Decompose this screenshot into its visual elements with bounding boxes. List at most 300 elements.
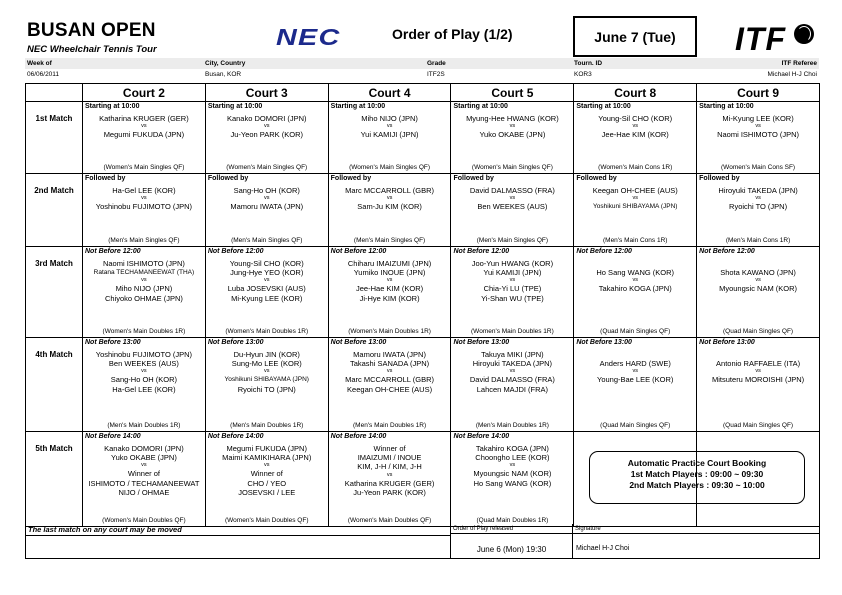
match-row — [26, 247, 820, 338]
player-name: Myoungsic NAM (KOR) — [719, 284, 798, 294]
player-name — [574, 294, 696, 303]
player-name: Mi-Kyung LEE (KOR) — [231, 293, 303, 303]
player-name — [574, 259, 696, 268]
vs-label: vs — [755, 277, 761, 284]
match-row — [26, 102, 820, 174]
player-name: JOSEVSKI / LEE — [238, 487, 296, 497]
player-name — [697, 294, 819, 303]
event-name: (Women's Main Doubles QF) — [102, 517, 186, 524]
match-time: Not Before 13:00 — [207, 339, 264, 346]
practice-line-1: 1st Match Players : 09:00 ~ 09:30 — [630, 469, 764, 479]
event-name: (Women's Main Doubles QF) — [225, 517, 309, 524]
footer-note: The last match on any court may be moved — [28, 525, 182, 534]
player-name: Shota KAWANO (JPN) — [720, 268, 796, 278]
player-name: Keegan OH-CHEE (AUS) — [592, 186, 678, 195]
event-name: (Women's Main Singles QF) — [349, 164, 431, 171]
match-cell — [83, 102, 206, 174]
player-name: Takuya MIKI (JPN) — [481, 350, 544, 359]
tournament-info — [25, 58, 819, 81]
match-cell — [205, 174, 328, 247]
match-cell-content — [697, 338, 819, 431]
player-name: Jung-Hye YEO (KOR) — [230, 268, 304, 278]
match-cell — [451, 174, 574, 247]
match-cell — [205, 338, 328, 432]
player-name: Winner of — [373, 444, 406, 453]
match-cell — [451, 338, 574, 432]
vs-label: vs — [263, 368, 270, 375]
vs-label: vs — [263, 195, 270, 202]
match-cell — [205, 432, 328, 527]
player-name: Jee-Hae KIM (KOR) — [356, 284, 424, 294]
player-name: Sang-Ho OH (KOR) — [233, 186, 300, 195]
player-name: KIM, J-H / KIM, J-H — [357, 462, 422, 472]
signature-cell — [573, 524, 820, 558]
match-cell — [574, 338, 697, 432]
itf-logo-text: ITF — [735, 21, 786, 57]
player-name: Myung-Hee HWANG (KOR) — [466, 114, 559, 123]
event-name: (Women's Main Cons SF) — [721, 164, 796, 171]
player-name: Hiroyuki TAKEDA (JPN) — [472, 359, 553, 369]
player-name — [697, 385, 819, 394]
date-box — [573, 16, 697, 57]
match-cell-content — [329, 247, 451, 337]
info-label-city: City, Country — [205, 59, 246, 67]
match-time — [574, 432, 696, 442]
match-cell — [451, 247, 574, 338]
match-cell — [83, 247, 206, 338]
match-cell-content — [83, 247, 205, 337]
itf-logo — [735, 20, 815, 60]
match-players — [697, 442, 819, 444]
match-time: Starting at 10:00 — [330, 103, 386, 110]
info-value-tourn-id: KOR3 — [574, 70, 592, 78]
court-header: Court 5 — [451, 84, 574, 102]
player-name: Yui KAMIJI (JPN) — [360, 130, 419, 140]
match-players — [697, 184, 819, 211]
match-players — [451, 442, 573, 488]
match-cell-content — [697, 102, 819, 173]
event-name: (Men's Main Singles QF) — [476, 237, 549, 244]
player-name: Ho Sang WANG (KOR) — [473, 478, 552, 488]
match-time: Followed by — [453, 175, 494, 182]
match-players — [206, 348, 328, 394]
vs-label: vs — [509, 368, 516, 375]
order-of-play-title: Order of Play (1/2) — [392, 26, 513, 42]
player-name — [697, 259, 819, 268]
sponsor-logo: NEC — [276, 24, 341, 50]
match-cell — [574, 174, 697, 247]
player-name: Ryoichi TO (JPN) — [729, 202, 788, 212]
corner-cell — [26, 84, 83, 102]
player-name: NIJO / OHMAE — [118, 487, 170, 497]
match-cell — [205, 102, 328, 174]
vs-label: vs — [386, 195, 393, 202]
vs-label: vs — [755, 195, 761, 202]
player-name: Marc MCCARROLL (GBR) — [345, 186, 435, 195]
player-name: Takahiro KOGA (JPN) — [598, 284, 672, 294]
player-name: Chiyoko OHMAE (JPN) — [104, 293, 183, 303]
match-cell-content — [206, 432, 328, 526]
match-cell — [574, 247, 697, 338]
player-name: Megumi FUKUDA (JPN) — [226, 444, 307, 453]
player-name: Winner of — [250, 469, 283, 479]
event-name: (Men's Main Singles QF) — [353, 237, 426, 244]
match-players — [206, 112, 328, 139]
event-name: (Women's Main Doubles 1R) — [225, 328, 309, 335]
match-time: Followed by — [85, 175, 126, 182]
player-name: Takahiro KOGA (JPN) — [475, 444, 549, 453]
player-name: Ho Sang WANG (KOR) — [596, 268, 675, 278]
match-cell — [83, 174, 206, 247]
match-cell-content — [329, 174, 451, 246]
player-name: Miho NIJO (JPN) — [115, 284, 173, 294]
player-name: Ben WEEKES (AUS) — [108, 359, 179, 369]
player-name — [697, 350, 819, 359]
player-name: Young-Sil CHO (KOR) — [598, 114, 673, 123]
match-players — [574, 348, 696, 394]
match-time: Not Before 13:00 — [576, 339, 632, 346]
vs-label: vs — [509, 123, 516, 130]
vs-label: vs — [632, 277, 638, 284]
vs-label: vs — [386, 123, 393, 130]
match-cell — [328, 432, 451, 527]
match-cell-content — [451, 338, 573, 431]
match-cell-content — [206, 247, 328, 337]
player-name: Hiroyuki TAKEDA (JPN) — [718, 186, 798, 195]
player-name: Yoshinobu FUJIMOTO (JPN) — [95, 202, 193, 212]
match-cell-content — [697, 247, 819, 337]
player-name: Yi-Shan WU (TPE) — [481, 293, 544, 303]
event-name: (Women's Main Singles QF) — [226, 164, 308, 171]
match-players — [451, 184, 573, 211]
vs-label: vs — [263, 462, 270, 469]
match-time — [697, 432, 819, 442]
player-name: Chia-Yi LU (TPE) — [483, 284, 542, 294]
player-name: Mi-Kyung LEE (KOR) — [722, 114, 794, 123]
match-label: 5th Match — [26, 432, 83, 527]
vs-label: vs — [509, 195, 516, 202]
released-value: June 6 (Mon) 19:30 — [476, 545, 547, 554]
event-name: (Men's Main Singles QF) — [108, 237, 180, 244]
match-cell-content — [451, 102, 573, 173]
vs-label: vs — [509, 462, 516, 469]
event-name: (Women's Main Singles QF) — [471, 164, 553, 171]
player-name: Naomi ISHIMOTO (JPN) — [102, 259, 185, 268]
match-cell-content — [329, 102, 451, 173]
player-name: Marc MCCARROLL (GBR) — [345, 375, 435, 385]
match-cell — [451, 432, 574, 527]
player-name: Ha-Gel LEE (KOR) — [112, 186, 176, 195]
match-players — [574, 112, 696, 139]
player-name: Takashi SANADA (JPN) — [349, 359, 430, 369]
match-players — [206, 257, 328, 303]
player-name: Antonio RAFFAELE (ITA) — [716, 359, 801, 369]
event-name: (Quad Main Singles QF) — [723, 422, 794, 429]
vs-label: vs — [509, 277, 516, 284]
player-name: Myoungsic NAM (KOR) — [473, 469, 552, 479]
player-name: Yuko OKABE (JPN) — [479, 130, 546, 140]
match-cell — [83, 338, 206, 432]
info-value-city: Busan, KOR — [205, 70, 242, 78]
match-row — [26, 338, 820, 432]
match-cell — [697, 174, 820, 247]
match-cell-content — [206, 174, 328, 246]
info-values-row — [25, 69, 819, 80]
vs-label: vs — [755, 123, 761, 130]
player-name: Luba JOSEVSKI (AUS) — [227, 284, 306, 294]
match-cell — [328, 338, 451, 432]
match-cell-content — [83, 432, 205, 526]
player-name: Keegan OH-CHEE (AUS) — [347, 384, 433, 394]
player-name: Naomi ISHIMOTO (JPN) — [717, 130, 800, 140]
info-label-referee: ITF Referee — [781, 59, 817, 67]
info-value-referee: Michael H-J Choi — [767, 70, 817, 78]
vs-label: vs — [141, 368, 147, 375]
player-name: CHO / YEO — [247, 478, 287, 488]
vs-label: vs — [141, 277, 147, 284]
player-name: Ha-Gel LEE (KOR) — [112, 384, 176, 394]
footer — [25, 525, 820, 559]
event-name: (Men's Main Doubles 1R) — [475, 422, 549, 429]
player-name: Mamoru IWATA (JPN) — [230, 202, 304, 212]
event-name: (Women's Main Cons 1R) — [598, 164, 673, 171]
match-time: Not Before 14:00 — [207, 433, 264, 440]
match-cell-content — [451, 174, 573, 246]
match-time: Starting at 10:00 — [453, 103, 508, 110]
player-name: Megumi FUKUDA (JPN) — [103, 130, 185, 140]
match-time: Not Before 12:00 — [330, 248, 387, 255]
vs-label: vs — [141, 462, 147, 469]
match-cell-content — [329, 432, 451, 526]
match-cell-content — [83, 174, 205, 246]
event-name: (Quad Main Singles QF) — [600, 328, 671, 335]
match-time: Not Before 12:00 — [576, 248, 632, 255]
footer-divider — [26, 535, 450, 536]
player-name: Miho NIJO (JPN) — [361, 114, 418, 123]
vs-label: vs — [755, 368, 761, 375]
match-cell — [451, 102, 574, 174]
match-cell — [697, 338, 820, 432]
player-name: Kanako DOMORI (JPN) — [104, 444, 184, 453]
player-name: Du-Hyun JIN (KOR) — [233, 350, 300, 359]
match-time: Not Before 13:00 — [85, 339, 141, 346]
match-cell-content — [451, 432, 573, 526]
match-row — [26, 174, 820, 247]
match-cell-content — [206, 102, 328, 173]
event-name: (Quad Main Singles QF) — [600, 422, 671, 429]
released-cell — [450, 524, 573, 558]
event-name: (Women's Main Doubles 1R) — [348, 328, 431, 335]
player-name: Sung-Mo LEE (KOR) — [231, 359, 302, 369]
info-labels-row — [25, 58, 819, 69]
match-time: Starting at 10:00 — [576, 103, 631, 110]
player-name — [574, 385, 696, 394]
event-name: (Quad Main Singles QF) — [723, 328, 794, 335]
player-name: Anders HARD (SWE) — [599, 359, 671, 369]
player-name: Yui KAMIJI (JPN) — [483, 268, 542, 278]
match-cell-content — [206, 338, 328, 431]
match-time: Not Before 12:00 — [207, 248, 264, 255]
match-players — [206, 184, 328, 211]
court-header: Court 8 — [574, 84, 697, 102]
match-time: Starting at 10:00 — [85, 103, 140, 110]
match-time: Not Before 14:00 — [330, 433, 387, 440]
player-name: Maimi KAMIKIHARA (JPN) — [222, 453, 312, 463]
player-name: Ju-Yeon PARK (KOR) — [230, 130, 303, 140]
player-name: Yoshinobu FUJIMOTO (JPN) — [95, 350, 193, 359]
player-name: Young-Sil CHO (KOR) — [229, 259, 304, 268]
player-name: Winner of — [127, 469, 160, 479]
match-players — [574, 257, 696, 303]
match-cell-content — [574, 338, 696, 431]
practice-booking-box — [589, 451, 805, 504]
match-time: Not Before 14:00 — [453, 433, 510, 440]
court-header: Court 4 — [328, 84, 451, 102]
info-label-week: Week of — [27, 59, 52, 67]
match-players — [451, 348, 573, 394]
vs-label: vs — [263, 123, 270, 130]
match-cell — [574, 102, 697, 174]
match-players — [574, 184, 696, 211]
match-label: 3rd Match — [26, 247, 83, 338]
match-players — [697, 257, 819, 303]
signature-value: Michael H-J Choi — [576, 545, 630, 552]
match-cell — [83, 432, 206, 527]
vs-label: vs — [386, 471, 393, 478]
player-name: David DALMASSO (FRA) — [469, 186, 555, 195]
court-header-row — [26, 84, 820, 102]
vs-label: vs — [263, 277, 270, 284]
match-time: Followed by — [207, 175, 249, 182]
released-label: Order of Play released — [451, 524, 572, 534]
event-name: (Men's Main Cons 1R) — [602, 237, 668, 244]
player-name: Yumiko INOUE (JPN) — [353, 268, 426, 278]
player-name: IMAIZUMI / INOUE — [357, 453, 422, 463]
player-name: Ryoichi TO (JPN) — [237, 384, 296, 394]
event-name: (Men's Main Cons 1R) — [725, 237, 791, 244]
player-name: ISHIMOTO / TECHAMANEEWAT — [88, 478, 200, 488]
match-time: Starting at 10:00 — [699, 103, 754, 110]
match-time: Not Before 12:00 — [453, 248, 510, 255]
match-players — [329, 348, 451, 394]
player-name: Ju-Yeon PARK (KOR) — [353, 487, 426, 497]
player-name: Chiharu IMAIZUMI (JPN) — [347, 259, 432, 268]
match-players — [451, 257, 573, 303]
match-label: 1st Match — [26, 102, 83, 174]
match-label: 2nd Match — [26, 174, 83, 247]
match-cell-content — [574, 247, 696, 337]
player-name: Katharina KRUGER (GER) — [344, 478, 435, 488]
match-players — [574, 442, 696, 444]
match-time: Not Before 13:00 — [330, 339, 387, 346]
info-label-grade: Grade — [427, 59, 446, 67]
match-time: Starting at 10:00 — [207, 103, 263, 110]
info-value-grade: ITF2S — [427, 70, 445, 78]
match-cell — [328, 102, 451, 174]
match-players — [83, 348, 205, 394]
player-name: Sang-Ho OH (KOR) — [110, 375, 178, 385]
match-players — [83, 112, 205, 139]
tournament-subtitle: NEC Wheelchair Tennis Tour — [27, 44, 157, 55]
match-time: Not Before 14:00 — [85, 433, 141, 440]
practice-line-2: 2nd Match Players : 09:30 ~ 10:00 — [629, 480, 765, 490]
match-players — [451, 112, 573, 139]
match-label: 4th Match — [26, 338, 83, 432]
match-players — [697, 112, 819, 139]
match-time: Not Before 12:00 — [699, 248, 755, 255]
date-label: June 7 (Tue) — [594, 28, 676, 45]
match-cell — [697, 102, 820, 174]
vs-label: vs — [141, 123, 147, 130]
vs-label: vs — [632, 195, 638, 202]
match-time: Not Before 12:00 — [85, 248, 141, 255]
match-cell-content — [451, 247, 573, 337]
match-cell-content — [83, 102, 205, 173]
match-time: Not Before 13:00 — [699, 339, 755, 346]
match-time: Not Before 13:00 — [453, 339, 510, 346]
match-cell-content — [574, 102, 696, 173]
match-cell — [697, 247, 820, 338]
player-name: Katharina KRUGER (GER) — [99, 114, 189, 123]
match-players — [329, 257, 451, 303]
event-name: (Women's Main Doubles 1R) — [102, 328, 186, 335]
player-name: Yoshikuni SHIBAYAMA (JPN) — [593, 203, 678, 211]
info-label-tourn-id: Tourn. ID — [574, 59, 603, 67]
player-name: Ratana TECHAMANEEWAT (THA) — [93, 269, 195, 277]
match-players — [83, 184, 205, 211]
player-name: Mitsuteru MOROISHI (JPN) — [712, 375, 805, 385]
event-name: (Men's Main Doubles 1R) — [353, 422, 427, 429]
player-name: Yoshikuni SHIBAYAMA (JPN) — [224, 376, 309, 384]
match-cell — [328, 247, 451, 338]
tournament-title: BUSAN OPEN — [27, 20, 156, 41]
vs-label: vs — [632, 123, 638, 130]
event-name: (Men's Main Doubles 1R) — [107, 422, 181, 429]
match-time: Followed by — [576, 175, 617, 182]
player-name — [574, 350, 696, 359]
info-value-week: 06/06/2011 — [27, 70, 60, 78]
match-cell-content — [574, 174, 696, 246]
player-name: Lahcen MAJDI (FRA) — [476, 384, 549, 394]
player-name: Mamoru IWATA (JPN) — [353, 350, 426, 359]
practice-title: Automatic Practice Court Booking — [627, 458, 767, 468]
match-players — [329, 184, 451, 211]
match-time: Followed by — [699, 175, 740, 182]
match-players — [329, 112, 451, 139]
vs-label: vs — [386, 277, 393, 284]
match-players — [83, 442, 205, 497]
match-players — [206, 442, 328, 497]
player-name: Kanako DOMORI (JPN) — [226, 114, 307, 123]
player-name: Choongho LEE (KOR) — [475, 453, 550, 463]
court-header: Court 3 — [205, 84, 328, 102]
player-name: Sam-Ju KIM (KOR) — [357, 202, 422, 212]
event-name: (Men's Main Singles QF) — [231, 237, 303, 244]
player-name: Joo-Yun HWANG (KOR) — [471, 259, 554, 268]
event-name: (Men's Main Doubles 1R) — [230, 422, 304, 429]
player-name: David DALMASSO (FRA) — [469, 375, 555, 385]
player-name: Ben WEEKES (AUS) — [477, 202, 548, 212]
event-name: (Quad Main Doubles 1R) — [476, 517, 549, 524]
tennis-ball-icon — [794, 24, 814, 44]
signature-label: Signature — [573, 524, 820, 534]
court-header: Court 9 — [697, 84, 820, 102]
vs-label: vs — [141, 195, 147, 202]
player-name: Young-Bae LEE (KOR) — [597, 375, 674, 385]
match-cell-content — [83, 338, 205, 431]
player-name: Jee-Hae KIM (KOR) — [601, 130, 669, 140]
match-time: Followed by — [330, 175, 372, 182]
